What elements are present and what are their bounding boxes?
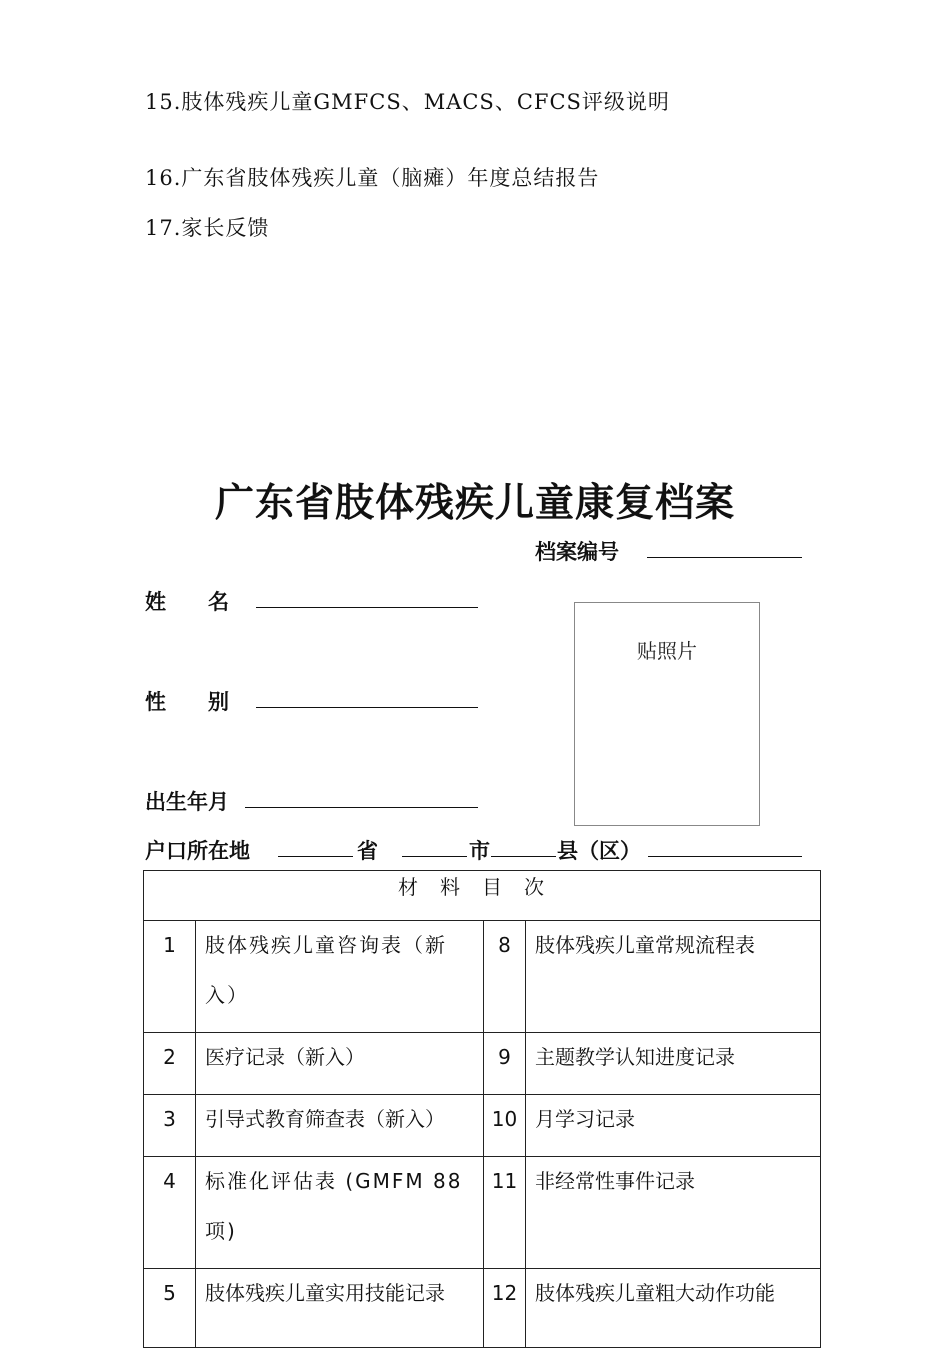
item-title xyxy=(526,921,821,1033)
address-line xyxy=(648,856,802,857)
household-label: 户口所在地 xyxy=(145,839,250,863)
photo-box xyxy=(574,602,760,826)
item-number: 11 xyxy=(484,1157,526,1269)
birth-label: 出生年月 xyxy=(145,790,229,814)
item-number: 1 xyxy=(144,921,196,1033)
catalog-table xyxy=(143,870,821,1348)
item-title xyxy=(526,1269,821,1348)
item-title xyxy=(196,1157,484,1269)
table-header: 材料目次 xyxy=(144,871,821,921)
item-title-text: 肢体残疾儿童常规流程表 xyxy=(535,933,755,957)
item-number: 12 xyxy=(484,1269,526,1348)
city-line xyxy=(402,856,467,857)
item-title xyxy=(526,1095,821,1157)
name-label: 姓 名 xyxy=(145,590,229,614)
table-row xyxy=(144,1157,821,1269)
item-title xyxy=(526,1033,821,1095)
item-title-text: 医疗记录（新入） xyxy=(205,1045,365,1069)
photo-label: 贴照片 xyxy=(637,639,697,663)
item-title xyxy=(526,1157,821,1269)
table-row xyxy=(144,921,821,1033)
item-title xyxy=(196,1095,484,1157)
name-line xyxy=(256,607,478,608)
city-label: 市 xyxy=(469,839,490,863)
item-number: 8 xyxy=(484,921,526,1033)
item-title xyxy=(196,1269,484,1348)
table-row xyxy=(144,1095,821,1157)
table-header-row xyxy=(144,871,821,921)
province-label: 省 xyxy=(357,839,378,863)
item-number: 5 xyxy=(144,1269,196,1348)
birth-line xyxy=(245,807,478,808)
gender-line xyxy=(256,707,478,708)
item-title-text: 标准化评估表 (GMFM 88项) xyxy=(205,1169,463,1243)
table-row xyxy=(144,1033,821,1095)
province-line xyxy=(278,856,353,857)
contents-item-17: 17.家长反馈 xyxy=(145,216,270,240)
item-number: 10 xyxy=(484,1095,526,1157)
item-title-text: 月学习记录 xyxy=(535,1107,635,1131)
gender-label: 性 别 xyxy=(145,690,229,714)
item-title xyxy=(196,1033,484,1095)
archive-no-label: 档案编号 xyxy=(535,540,619,564)
item-title-text: 肢体残疾儿童实用技能记录 xyxy=(205,1281,445,1305)
item-title-text: 引导式教育筛查表（新入） xyxy=(205,1107,445,1131)
county-line xyxy=(491,856,556,857)
page-title: 广东省肢体残疾儿童康复档案 xyxy=(214,481,735,526)
item-title-text: 主题教学认知进度记录 xyxy=(535,1045,735,1069)
item-title xyxy=(196,921,484,1033)
table-row xyxy=(144,1269,821,1348)
item-title-text: 肢体残疾儿童咨询表（新入） xyxy=(205,933,447,1007)
archive-no-line xyxy=(647,557,802,558)
contents-item-15: 15.肢体残疾儿童GMFCS、MACS、CFCS评级说明 xyxy=(145,90,670,114)
item-number: 2 xyxy=(144,1033,196,1095)
contents-item-16: 16.广东省肢体残疾儿童（脑瘫）年度总结报告 xyxy=(145,166,600,190)
county-label: 县（区） xyxy=(557,839,641,863)
item-number: 3 xyxy=(144,1095,196,1157)
item-title-text: 肢体残疾儿童粗大动作功能 xyxy=(535,1281,775,1305)
item-number: 4 xyxy=(144,1157,196,1269)
item-number: 9 xyxy=(484,1033,526,1095)
item-title-text: 非经常性事件记录 xyxy=(535,1169,695,1193)
